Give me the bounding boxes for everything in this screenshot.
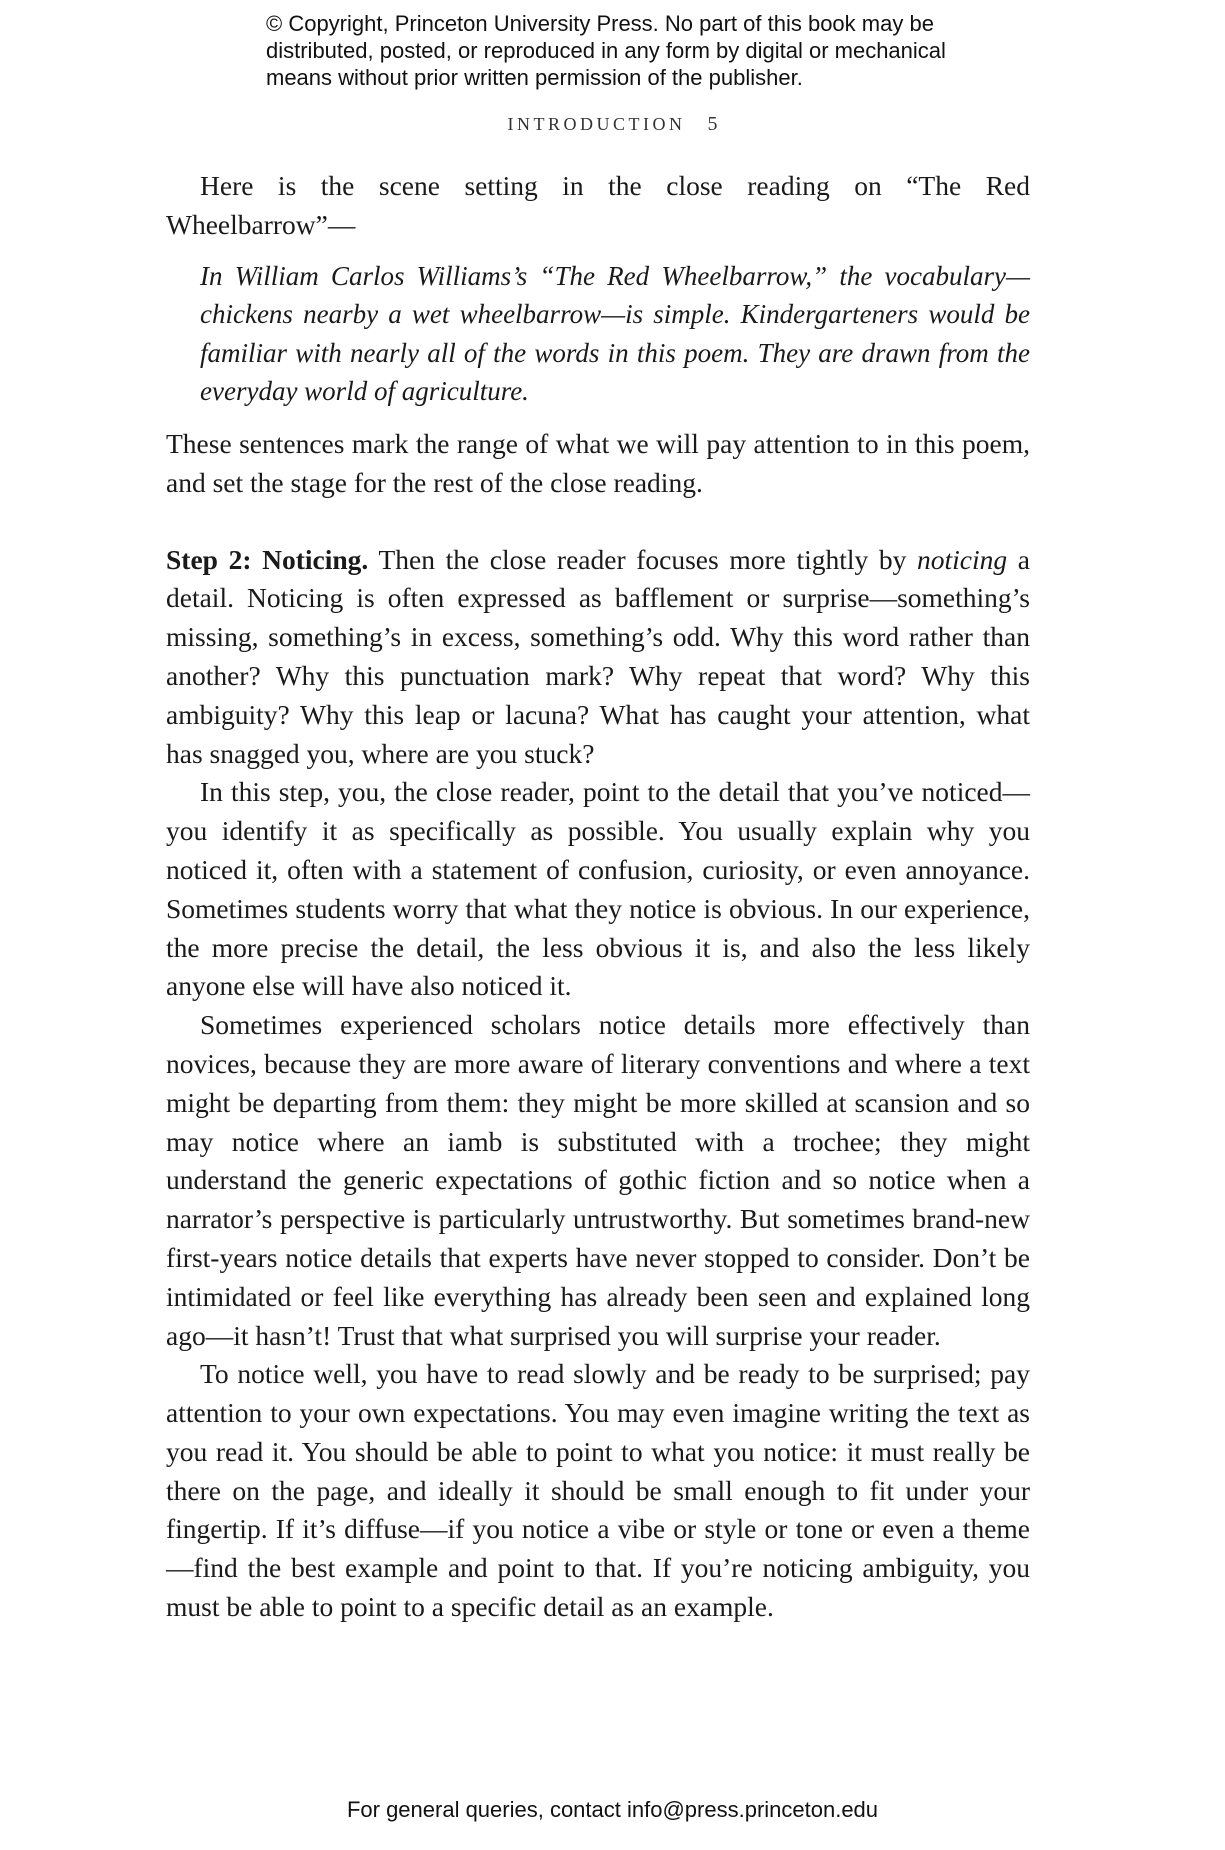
step2-emphasis: noticing: [917, 543, 1008, 575]
after-quote-paragraph: These sentences mark the range of what we will pay attention to in this poem, and set the stage for the rest of the close reading.: [166, 427, 1030, 498]
running-head: [0, 113, 1225, 136]
copyright-line-3: means without prior written permission of the publisher.: [266, 65, 803, 90]
step2-text-after: a detail. Noticing is often expressed as bafflement or surprise—something’s missing, something’s in excess, something’s odd. Why this word rather than another? Why this punctuation mark? Why repeat that word? Why this ambiguity? Why this leap or lacuna? What has caught your attention, what has snagged you, where are you stuck?: [166, 543, 1030, 769]
copyright-notice: [266, 10, 1006, 91]
running-head-section: INTRODUCTION: [507, 114, 686, 134]
block-quote: In William Carlos Williams’s “The Red Wheelbarrow,” the vocabulary—chickens nearby a wet wheelbarrow—is simple. Kindergarteners would be familiar with nearly all of the words in this poem. They are drawn from the everyday world of agriculture.: [200, 260, 1030, 407]
step2-paragraph: [166, 541, 1030, 774]
copyright-line-2: distributed, posted, or reproduced in any form by digital or mechanical: [266, 38, 946, 63]
body-text: [166, 167, 1030, 1627]
footer-contact: For general queries, contact info@press.princeton.edu: [346, 1797, 879, 1822]
copyright-line-1: © Copyright, Princeton University Press. No part of this book may be: [266, 11, 934, 36]
intro-line: Here is the scene setting in the close reading on “The Red Wheelbarrow”—: [166, 170, 1030, 240]
page-number: 5: [707, 113, 718, 135]
step2-text-before: Then the close reader focuses more tightly by: [378, 543, 907, 575]
body-paragraph: In this step, you, the close reader, point to the detail that you’ve noticed—you identify it as specifically as possible. You usually explain why you noticed it, often with a statement of confusion, curiosity, or even annoyance. Sometimes students worry that what they notice is obvious. In our experience, the more precise the detail, the less obvious it is, and also the less likely anyone else will have also noticed it.: [166, 776, 1030, 1002]
body-paragraph: To notice well, you have to read slowly and be ready to be surprised; pay attention to your own expectations. You may even imagine writing the text as you read it. You should be able to point to what you notice: it must really be there on the page, and ideally it should be small enough to fit under your fingertip. If it’s diffuse—if you notice a vibe or style or tone or even a theme—find the best example and point to that. If you’re noticing ambiguity, you must be able to point to a specific detail as an example.: [166, 1358, 1030, 1623]
body-paragraph: Sometimes experienced scholars notice details more effectively than novices, because they are more aware of literary conventions and where a text might be departing from them: they might be more skilled at scansion and so may notice where an iamb is substituted with a trochee; they might understand the generic expectations of gothic fiction and so notice when a narrator’s perspective is particularly untrustworthy. But sometimes brand-new first-years notice details that experts have never stopped to consider. Don’t be intimidated or feel like everything has already been seen and explained long ago—it hasn’t! Trust that what surprised you will surprise your reader.: [166, 1009, 1030, 1351]
step2-heading: Step 2: Noticing.: [166, 543, 369, 575]
